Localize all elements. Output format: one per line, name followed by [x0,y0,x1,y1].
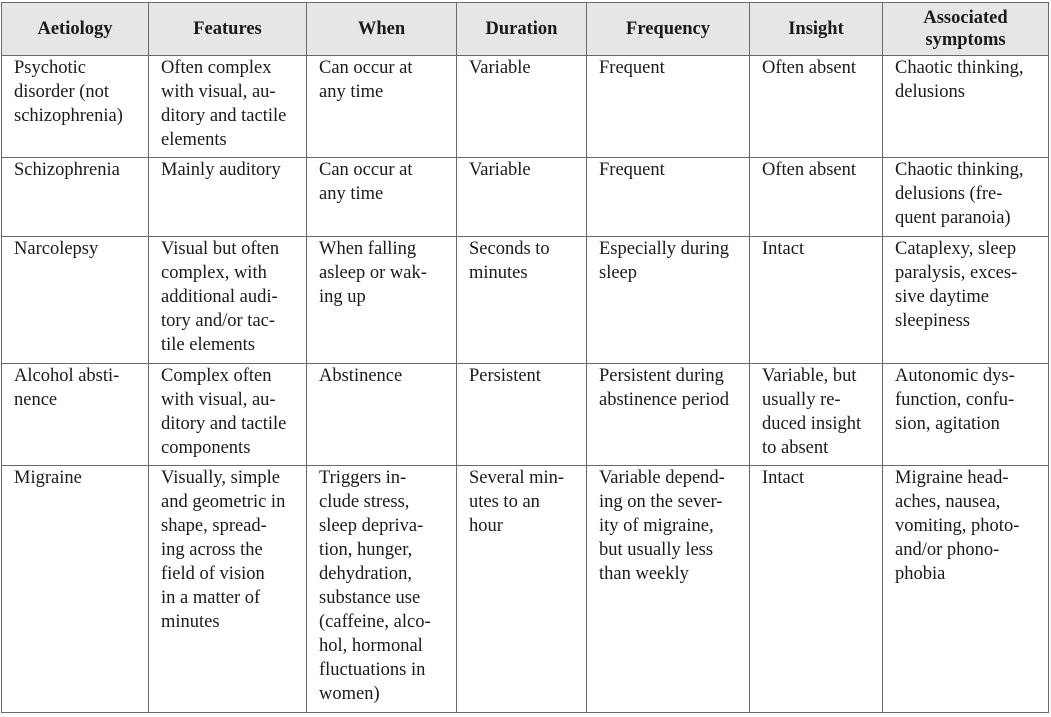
cell-line: Chaotic thinking, [895,160,1024,180]
cell-line: tion, hunger, [319,540,413,560]
table-row [2,364,1049,466]
cell-line: in a matter of [161,588,261,608]
cell-frequency [587,158,750,237]
cell-line: Migraine head- [895,468,1009,488]
cell-line: ing across the [161,540,263,560]
cell-line: components [161,438,251,458]
cell-line: and geometric in [161,492,286,512]
cell-duration [457,237,587,364]
cell-line: but usually less [599,540,714,560]
header-features: Features [149,3,307,56]
cell-frequency [587,237,750,364]
header-row [2,3,1049,56]
cell-line: elements [161,130,227,150]
cell-line: ditory and tactile [161,106,287,126]
cell-line: schizophrenia) [14,106,123,126]
cell-line: abstinence period [599,390,729,410]
cell-line: Intact [762,239,805,259]
cell-line: tile elements [161,335,256,355]
cell-line: fluctuations in [319,660,426,680]
cell-line: paralysis, exces- [895,263,1018,283]
cell-when [307,158,457,237]
cell-line: Variable [469,58,531,78]
cell-line: aches, nausea, [895,492,1001,512]
cell-features [149,237,307,364]
cell-line: vomiting, photo- [895,516,1020,536]
cell-line: Schizophrenia [14,160,120,180]
cell-line: sleep depriva- [319,516,424,536]
cell-line: Psychotic [14,58,86,78]
table-row [2,56,1049,158]
cell-line: duced insight [762,414,862,434]
cell-line: Frequent [599,160,665,180]
cell-line: Can occur at [319,58,413,78]
cell-insight [750,237,883,364]
cell-line: Complex often [161,366,272,386]
cell-line: Visually, simple [161,468,280,488]
cell-duration [457,364,587,466]
cell-line: sleepiness [895,311,971,331]
cell-line: Triggers in- [319,468,407,488]
cell-line: Alcohol absti- [14,366,120,386]
cell-symptoms [883,56,1049,158]
cell-line: (caffeine, alco- [319,612,431,632]
cell-line: hol, hormonal [319,636,423,656]
cell-line: minutes [469,263,528,283]
header-frequency: Frequency [587,3,750,56]
cell-line: quent paranoia) [895,208,1011,228]
cell-line: ing on the sever- [599,492,723,512]
cell-line: Migraine [14,468,82,488]
cell-line: field of vision [161,564,265,584]
cell-features [149,364,307,466]
cell-aetiology [2,466,149,713]
cell-line: Seconds to [469,239,550,259]
cell-features [149,56,307,158]
cell-when [307,237,457,364]
cell-line: with visual, au- [161,390,276,410]
cell-line: sleep [599,263,638,283]
cell-line: Often absent [762,160,857,180]
cell-line: and/or phono- [895,540,1000,560]
cell-line: Several min- [469,468,565,488]
cell-line: Abstinence [319,366,403,386]
cell-line: shape, spread- [161,516,267,536]
cell-line: Frequent [599,58,665,78]
cell-symptoms [883,158,1049,237]
cell-insight [750,158,883,237]
cell-line: any time [319,82,384,102]
cell-line: Persistent during [599,366,724,386]
cell-line: clude stress, [319,492,410,512]
cell-aetiology [2,237,149,364]
cell-insight [750,56,883,158]
cell-line: ity of migraine, [599,516,714,536]
cell-line: phobia [895,564,946,584]
cell-aetiology [2,56,149,158]
cell-line: Variable depend- [599,468,725,488]
cell-duration [457,158,587,237]
cell-line: utes to an [469,492,540,512]
cell-line: delusions [895,82,965,102]
header-duration: Duration [457,3,587,56]
cell-line: ing up [319,287,366,307]
differential-table [1,2,1049,713]
cell-line: to absent [762,438,829,458]
cell-symptoms [883,364,1049,466]
cell-line: sion, agitation [895,414,1000,434]
cell-line: with visual, au- [161,82,276,102]
header-aetiology: Aetiology [2,3,149,56]
cell-line: usually re- [762,390,841,410]
cell-line: Cataplexy, sleep [895,239,1017,259]
cell-line: sive daytime [895,287,990,307]
cell-line: Intact [762,468,805,488]
cell-symptoms [883,237,1049,364]
cell-when [307,56,457,158]
cell-line: than weekly [599,564,689,584]
cell-line: Especially during [599,239,729,259]
cell-line: Often absent [762,58,857,78]
cell-line: Visual but often [161,239,280,259]
cell-aetiology [2,158,149,237]
cell-features [149,158,307,237]
cell-line: Variable, but [762,366,857,386]
cell-line: asleep or wak- [319,263,427,283]
cell-insight [750,364,883,466]
header-associated-symptoms: Associated symptoms [883,3,1049,56]
cell-symptoms [883,466,1049,713]
cell-line: nence [14,390,58,410]
cell-duration [457,466,587,713]
cell-line: Autonomic dys- [895,366,1015,386]
table-row [2,466,1049,713]
cell-line: Narcolepsy [14,239,99,259]
cell-frequency [587,466,750,713]
table-row [2,237,1049,364]
table-row [2,158,1049,237]
cell-line: Can occur at [319,160,413,180]
cell-line: complex, with [161,263,267,283]
header-insight: Insight [750,3,883,56]
cell-line: additional audi- [161,287,278,307]
cell-line: minutes [161,612,220,632]
cell-line: Mainly auditory [161,160,281,180]
cell-when [307,364,457,466]
cell-line: Persistent [469,366,541,386]
cell-line: dehydration, [319,564,412,584]
cell-line: function, confu- [895,390,1015,410]
cell-line: hour [469,516,503,536]
cell-line: ditory and tactile [161,414,287,434]
cell-line: disorder (not [14,82,110,102]
cell-frequency [587,364,750,466]
cell-duration [457,56,587,158]
cell-when [307,466,457,713]
cell-frequency [587,56,750,158]
cell-line: Often complex [161,58,272,78]
cell-line: women) [319,684,380,704]
header-when: When [307,3,457,56]
cell-line: delusions (fre- [895,184,1003,204]
cell-aetiology [2,364,149,466]
cell-line: Chaotic thinking, [895,58,1024,78]
cell-features [149,466,307,713]
cell-line: tory and/or tac- [161,311,276,331]
cell-insight [750,466,883,713]
cell-line: any time [319,184,384,204]
cell-line: Variable [469,160,531,180]
cell-line: substance use [319,588,421,608]
cell-line: When falling [319,239,417,259]
